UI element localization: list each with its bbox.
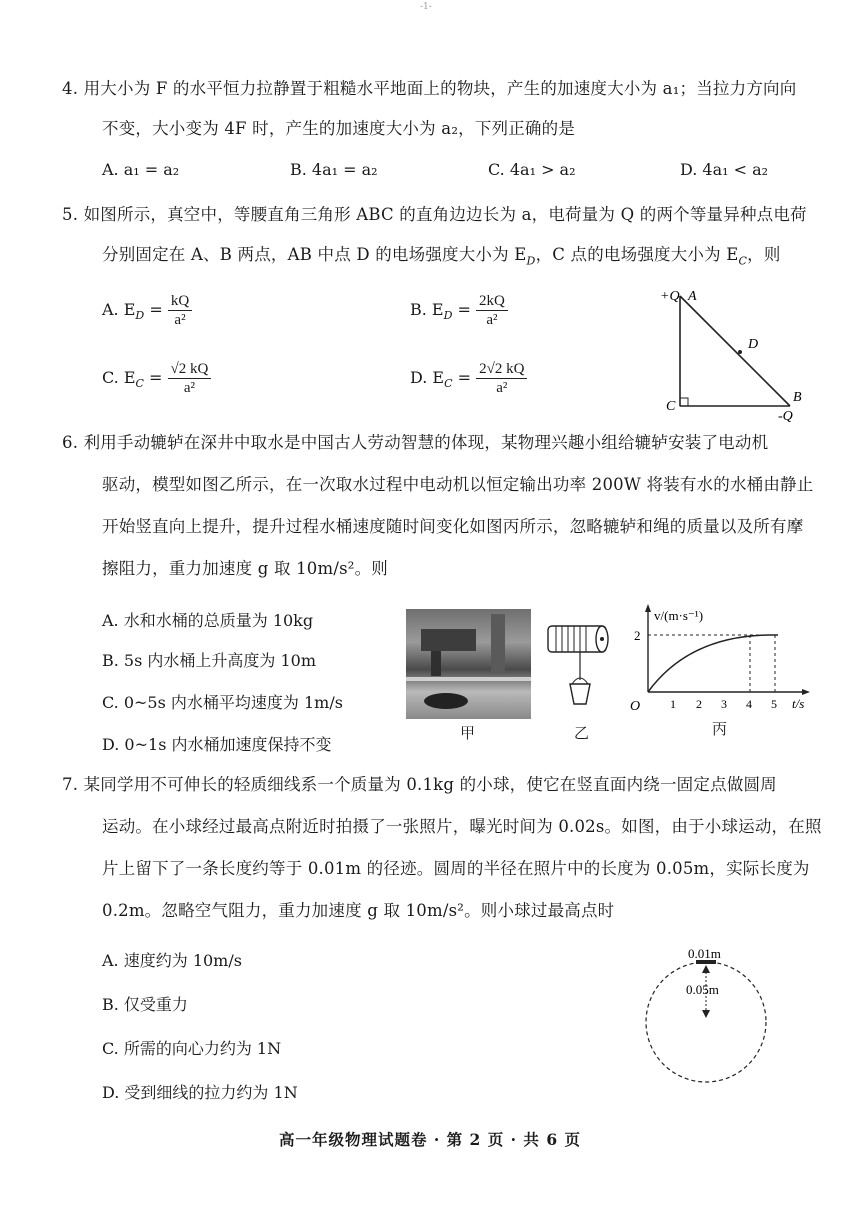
question-5-line-2 <box>102 236 832 280</box>
well-photo-image <box>406 609 531 719</box>
q5-option-a <box>102 292 192 329</box>
q4-option-c: C. 4a₁ > a₂ <box>488 160 576 179</box>
q5-a-num: kQ <box>168 292 192 311</box>
q5-side-ab <box>680 296 790 406</box>
question-7-line-3: 片上留下了一条长度约等于 0.01m 的径迹。圆周的半径在照片中的长度为 0.05m，实际长度为 <box>102 859 810 878</box>
question-7-line-4: 0.2m。忽略空气阻力，重力加速度 g 取 10m/s²。则小球过最高点时 <box>102 901 615 920</box>
q5-d-sub: C <box>444 377 453 391</box>
velocity-time-graph <box>620 600 820 730</box>
q5-d-prefix: D. E <box>410 368 445 387</box>
q5-line2-end: ，C 点的电场强度大小为 E <box>535 245 739 264</box>
graph-x-label: t/s <box>792 696 805 711</box>
q5-a-prefix: A. E <box>102 300 136 319</box>
q5-d-fraction <box>476 360 527 397</box>
q5-d-num: 2√2 kQ <box>476 360 527 379</box>
q5-a-eq: = <box>144 300 163 319</box>
q7-option-b: B. 仅受重力 <box>102 995 188 1014</box>
q7-circle-figure <box>636 944 776 1084</box>
q5-right-angle-mark <box>680 398 688 406</box>
fig-label-yi: 乙 <box>574 724 590 742</box>
question-6-line-3: 开始竖直向上提升，提升过程水桶速度随时间变化如图丙所示，忽略辘轳和绳的质量以及所有摩 <box>102 517 804 536</box>
fig-label-jia: 甲 <box>460 724 476 742</box>
graph-y-label: v/(m·s⁻¹) <box>654 608 704 623</box>
q5-b-num: 2kQ <box>476 292 508 311</box>
q5-option-c <box>102 360 211 397</box>
header-mark: -1- <box>420 2 432 12</box>
well-photo-sketch <box>406 609 531 719</box>
q5-label-a: A <box>688 289 697 304</box>
q7-option-d: D. 受到细线的拉力约为 1N <box>102 1083 298 1102</box>
graph-x-tick-4: 4 <box>746 697 752 711</box>
q5-a-sub: D <box>135 309 145 323</box>
fig-label-bing: 丙 <box>712 720 728 738</box>
q5-b-eq: = <box>452 300 471 319</box>
q5-option-d <box>410 360 527 397</box>
q5-label-plusq: +Q <box>660 289 680 304</box>
q5-c-fraction <box>168 360 212 397</box>
question-4-line-2: 不变，大小变为 4F 时，产生的加速度大小为 a₂，下列正确的是 <box>102 119 576 138</box>
q5-triangle-figure <box>650 282 820 422</box>
q7-arc-label: 0.01m <box>688 946 721 961</box>
q5-a-den: a² <box>174 312 186 328</box>
question-6-line-4: 擦阻力，重力加速度 g 取 10m/s²。则 <box>102 559 388 578</box>
graph-x-tick-3: 3 <box>721 697 727 711</box>
question-7-line-1: 7. 某同学用不可伸长的轻质细线系一个质量为 0.1kg 的小球，使它在竖直面内绕一固定点做圆周 <box>62 775 777 794</box>
q5-c-den: a² <box>183 380 196 396</box>
q4-option-d: D. 4a₁ < a₂ <box>680 160 769 179</box>
q5-b-prefix: B. E <box>410 300 444 319</box>
graph-x-tick-1: 1 <box>670 697 676 711</box>
q5-option-b <box>410 292 508 329</box>
question-7-line-2: 运动。在小球经过最高点附近时拍摄了一张照片，曝光时间为 0.02s。如图，由于小球运动，在照 <box>102 817 822 836</box>
question-4-line-1: 4. 用大小为 F 的水平恒力拉静置于粗糙水平地面上的物块，产生的加速度大小为 a₁；当拉力方向向 <box>62 79 797 98</box>
q5-b-sub: D <box>443 309 453 323</box>
q5-line2-tail: ，则 <box>747 245 781 264</box>
q5-d-den: a² <box>496 380 508 396</box>
bucket-icon <box>570 684 590 704</box>
q5-line2-sub-d: D <box>526 254 536 268</box>
q7-option-c: C. 所需的向心力约为 1N <box>102 1039 282 1058</box>
q5-c-sub: C <box>135 377 144 391</box>
q5-label-c: C <box>666 399 676 414</box>
q5-b-fraction <box>476 292 508 329</box>
page-footer: 高一年级物理试题卷 · 第 2 页 · 共 6 页 <box>278 1130 582 1149</box>
velocity-curve <box>648 635 778 692</box>
q5-a-fraction <box>168 292 192 329</box>
q5-c-eq: = <box>143 368 163 387</box>
q6-option-c: C. 0~5s 内水桶平均速度为 1m/s <box>102 693 343 712</box>
question-5-line-1: 5. 如图所示，真空中，等腰直角三角形 ABC 的直角边边长为 a，电荷量为 Q 的两个等量异种点电荷 <box>62 205 807 224</box>
q5-label-b: B <box>793 390 802 405</box>
question-6-line-2: 驱动，模型如图乙所示，在一次取水过程中电动机以恒定输出功率 200W 将装有水的水桶由静止 <box>102 475 814 494</box>
winch-model-figure <box>540 618 620 718</box>
q5-line2-sub-c: C <box>738 254 748 268</box>
graph-y-tick-2: 2 <box>634 628 641 643</box>
graph-x-tick-5: 5 <box>771 697 777 711</box>
q6-option-b: B. 5s 内水桶上升高度为 10m <box>102 651 317 670</box>
q5-b-den: a² <box>486 312 498 328</box>
q5-d-eq: = <box>452 368 472 387</box>
q5-c-prefix: C. E <box>102 368 136 387</box>
q4-option-a: A. a₁ = a₂ <box>102 160 180 179</box>
q5-label-minusq: -Q <box>778 409 793 422</box>
q6-option-d: D. 0~1s 内水桶加速度保持不变 <box>102 735 332 754</box>
q7-radius-label: 0.05m <box>686 982 719 997</box>
question-6-line-1: 6. 利用手动辘轳在深井中取水是中国古人劳动智慧的体现，某物理兴趣小组给辘轳安装了电动机 <box>62 433 769 452</box>
q5-c-num: √2 kQ <box>168 360 212 379</box>
q5-point-d <box>738 350 742 354</box>
q4-option-b: B. 4a₁ = a₂ <box>290 160 378 179</box>
graph-x-tick-2: 2 <box>696 697 702 711</box>
q7-option-a: A. 速度约为 10m/s <box>102 951 242 970</box>
q5-line2-text: 分别固定在 A、B 两点，AB 中点 D 的电场强度大小为 E <box>102 245 527 264</box>
q5-label-d: D <box>748 337 759 352</box>
q6-option-a: A. 水和水桶的总质量为 10kg <box>102 611 314 630</box>
graph-origin-label: O <box>630 699 641 714</box>
